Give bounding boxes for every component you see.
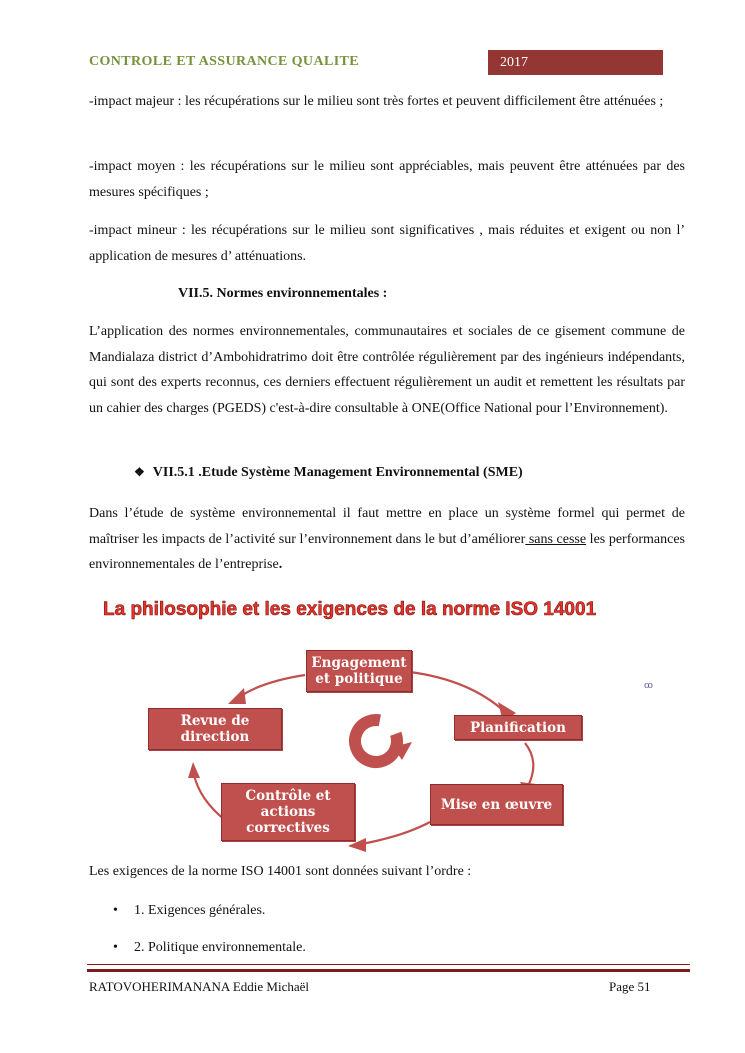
arrow-icon — [228, 688, 246, 704]
central-cycle-arrow-icon — [349, 714, 412, 768]
step-planification: Planification — [454, 715, 582, 740]
step-mise-en-oeuvre: Mise en œuvre — [430, 784, 563, 825]
diamond-bullet-icon: ❖ — [134, 465, 145, 479]
sme-intro-period: . — [278, 557, 283, 572]
diagram-title: La philosophie et les exigences de la norme ISO 14001 — [103, 599, 597, 620]
header-year-badge: 2017 — [488, 50, 663, 75]
bullet-icon: • — [113, 903, 118, 918]
loop-segment — [525, 743, 533, 786]
section-heading: VII.5. Normes environnementales : — [178, 286, 388, 301]
footer-author: RATOVOHERIMANANA Eddie Michaël — [89, 979, 310, 994]
step-controle-actions-correctives: Contrôle et actions correctives — [221, 783, 355, 841]
bullet-icon: • — [113, 940, 118, 955]
list-item-text: 2. Politique environnementale. — [134, 940, 306, 955]
arrow-icon — [188, 762, 200, 778]
footer-divider-thick — [87, 969, 690, 972]
normes-paragraph: L’application des normes environnementales, communautaires et sociales de ce gisement commune de Mandialaza district d’Ambohidratrimo doit être contrôlée régulièrement par des ingénieurs indépendants, qui sont des experts reconnus, ces derniers effectuent régulièrement un audit et remettent les résultats par un cahier des charges (PGEDS) c'est-à-dire consultable à ONE(Office National pour l’Environnement). — [89, 324, 685, 416]
sme-intro-text: Dans l’étude de système environnemental il faut mettre en place un système formel qui permet de maîtriser les impacts de l’activité sur l’environnement dans le but d’améliorer — [89, 506, 685, 547]
impact-moyen-paragraph: -impact moyen : les récupérations sur le milieu sont appréciables, mais peuvent être atténuées par des mesures spécifiques ; — [89, 159, 685, 200]
list-intro: Les exigences de la norme ISO 14001 sont données suivant l’ordre : — [89, 864, 472, 879]
sme-intro-text-end: les performances environnementales de l’entreprise — [89, 531, 685, 572]
step-engagement-politique: Engagement et politique — [306, 650, 412, 692]
footer-page-number: Page 51 — [609, 979, 651, 994]
list-item-text: 1. Exigences générales. — [134, 903, 266, 918]
subsection-heading-text: VII.5.1 .Etude Système Management Environnemental (SME) — [152, 465, 523, 480]
loop-segment — [410, 672, 505, 712]
step-revue-direction: Revue de direction — [148, 708, 282, 750]
impact-mineur-paragraph: -impact mineur : les récupérations sur le milieu sont significatives , mais réduites et exigent ou non l’ application de mesures d’ atténuations. — [89, 223, 685, 264]
list-item — [113, 903, 265, 919]
list-item — [113, 940, 306, 956]
footer-divider — [87, 964, 690, 965]
loop-segment — [238, 675, 305, 698]
small-decorative-icon: ꝏ — [644, 680, 653, 690]
impact-majeur-paragraph: -impact majeur : les récupérations sur le milieu sont très fortes et peuvent difficilement être atténuées ; — [89, 94, 664, 109]
sme-intro-underlined: sans cesse — [525, 531, 587, 547]
header-title: CONTROLE ET ASSURANCE QUALITE — [89, 54, 360, 69]
